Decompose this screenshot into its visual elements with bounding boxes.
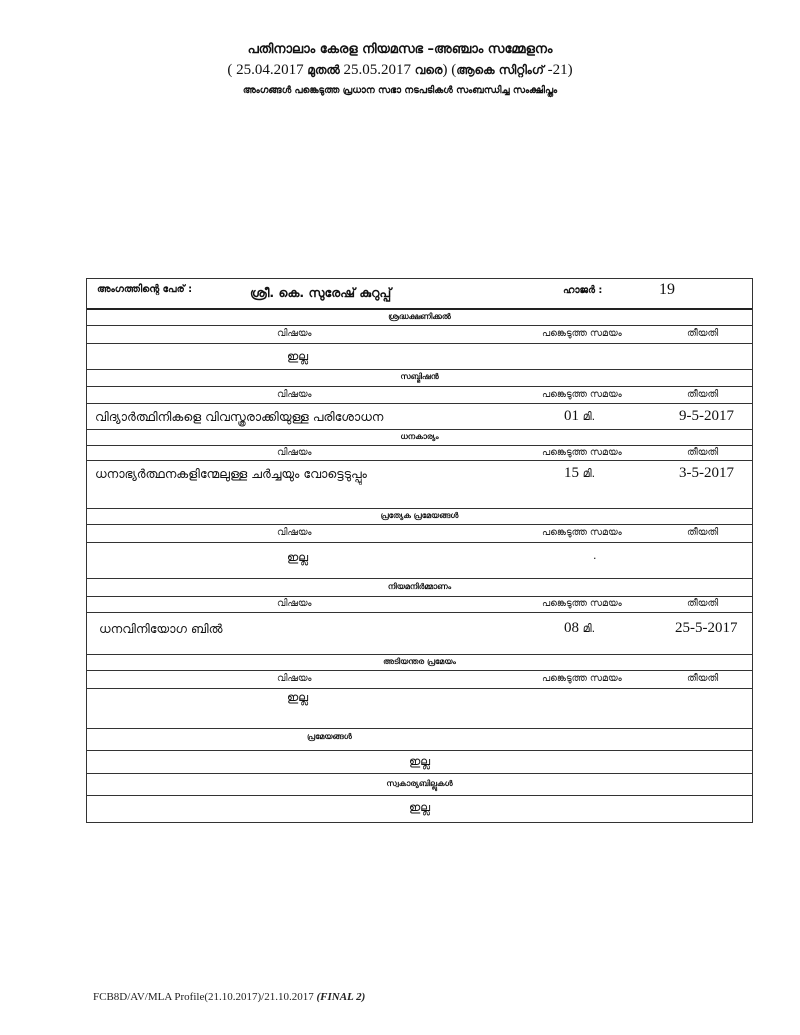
table-row xyxy=(87,796,752,822)
column-header-row xyxy=(87,446,752,461)
column-header-row xyxy=(87,326,752,344)
time-value: . xyxy=(593,549,597,562)
time-value xyxy=(564,465,595,482)
section-title-row xyxy=(87,509,752,525)
section-title: പ്രമേയങ്ങൾ xyxy=(307,732,352,741)
col-date-header: തീയതി xyxy=(687,527,719,538)
period-open: ( 25.04.2017 xyxy=(227,62,308,78)
col-time-header: പങ്കെടുത്ത സമയം xyxy=(542,598,622,609)
table-row xyxy=(87,404,752,430)
col-subject-header: വിഷയം xyxy=(277,673,312,684)
column-header-row xyxy=(87,671,752,689)
document-title: പതിനാലാം കേരള നിയമസഭ –അഞ്ചാം സമ്മേളനം xyxy=(247,42,553,57)
member-info-row xyxy=(87,279,752,310)
period-close: ) ( xyxy=(442,62,457,78)
col-time-header: പങ്കെടുത്ത സമയം xyxy=(542,527,622,538)
period-end-date: 25.05.2017 xyxy=(339,62,415,78)
sittings-label: ആകെ സിറ്റിംഗ് xyxy=(456,63,544,77)
section-title-row xyxy=(87,310,752,326)
section-title-row xyxy=(87,579,752,597)
section-title: ധനകാര്യം xyxy=(400,432,439,441)
col-time-header: പങ്കെടുത്ത സമയം xyxy=(542,673,622,684)
col-subject-header: വിഷയം xyxy=(277,598,312,609)
col-date-header: തീയതി xyxy=(687,673,719,684)
subject-value: വിദ്യാർത്ഥിനികളെ വിവസ്ത്രരാക്കിയുള്ള പരിശോധന xyxy=(95,409,384,424)
col-subject-header: വിഷയം xyxy=(277,527,312,538)
document-subtitle: അംഗങ്ങൾ പങ്കെടുത്ത പ്രധാന സഭാ നടപടികൾ സംബന്ധിച്ച സംക്ഷിപ്തം xyxy=(242,85,558,96)
session-period xyxy=(0,62,800,79)
subject-value: ധനാഭ്യർത്ഥനകളിന്മേലുള്ള ചർച്ചയും വോട്ടെടുപ്പും xyxy=(95,466,367,481)
time-value xyxy=(564,408,595,425)
attendance-label: ഹാജർ : xyxy=(563,285,603,296)
reference-code: FCB8D/AV/MLA Profile(21.10.2017)/21.10.2017 xyxy=(93,991,317,1003)
table-row xyxy=(87,689,752,729)
column-header-row xyxy=(87,525,752,543)
col-time-header: പങ്കെടുത്ത സമയം xyxy=(542,328,622,339)
period-to-label: വരെ xyxy=(414,63,443,77)
time-number: 01 xyxy=(564,408,579,424)
col-date-header: തീയതി xyxy=(687,598,719,609)
col-date-header: തീയതി xyxy=(687,389,719,400)
table-row xyxy=(87,751,752,774)
version-status: (FINAL 2) xyxy=(316,991,366,1003)
period-from-label: മുതൽ xyxy=(307,63,340,77)
section-title: സ്വകാര്യബില്ലുകൾ xyxy=(386,779,453,788)
time-number: 08 xyxy=(564,620,579,636)
subject-value: ഇല്ല xyxy=(287,690,309,704)
column-header-row xyxy=(87,597,752,613)
col-time-header: പങ്കെടുത്ത സമയം xyxy=(542,447,622,458)
time-number: 15 xyxy=(564,465,579,481)
col-time-header: പങ്കെടുത്ത സമയം xyxy=(542,389,622,400)
section-title: സബ്മിഷൻ xyxy=(400,372,439,381)
subject-value: ധനവിനിയോഗ ബിൽ xyxy=(99,621,223,636)
time-value xyxy=(564,620,595,637)
subject-value: ഇല്ല xyxy=(287,550,309,564)
section-title: ശ്രദ്ധക്ഷണിക്കൽ xyxy=(388,312,451,321)
section-title-row xyxy=(87,430,752,446)
time-unit: മി. xyxy=(582,467,596,480)
subject-value: ഇല്ല xyxy=(287,349,309,363)
column-header-row xyxy=(87,387,752,404)
time-unit: മി. xyxy=(582,410,596,423)
table-row xyxy=(87,543,752,579)
attendance-value: 19 xyxy=(659,281,675,298)
member-name: ശ്രീ. കെ. സുരേഷ് കുറുപ്പ് xyxy=(250,285,392,300)
col-date-header: തീയതി xyxy=(687,328,719,339)
subject-value: ഇല്ല xyxy=(408,800,431,814)
date-value: 25-5-2017 xyxy=(675,620,738,636)
section-title: പ്രത്യേക പ്രമേയങ്ങൾ xyxy=(380,511,459,520)
date-value: 9-5-2017 xyxy=(679,408,734,424)
section-title-row xyxy=(87,655,752,671)
col-subject-header: വിഷയം xyxy=(277,328,312,339)
date-value: 3-5-2017 xyxy=(679,465,734,481)
section-title-row xyxy=(87,729,752,751)
table-row xyxy=(87,613,752,655)
time-unit: മി. xyxy=(582,622,596,635)
col-date-header: തീയതി xyxy=(687,447,719,458)
section-title-row xyxy=(87,774,752,796)
section-title: നിയമനിർമ്മാണം xyxy=(387,582,452,591)
subject-value: ഇല്ല xyxy=(408,754,431,768)
col-subject-header: വിഷയം xyxy=(277,389,312,400)
col-subject-header: വിഷയം xyxy=(277,447,312,458)
table-row xyxy=(87,344,752,370)
section-title: അടിയന്തര പ്രമേയം xyxy=(383,657,456,666)
member-profile-table xyxy=(86,278,753,823)
document-reference xyxy=(93,991,365,1003)
sittings-value: -21) xyxy=(543,62,573,78)
section-title-row xyxy=(87,370,752,387)
member-name-label: അംഗത്തിന്റെ പേര് : xyxy=(97,284,193,295)
table-row xyxy=(87,461,752,509)
